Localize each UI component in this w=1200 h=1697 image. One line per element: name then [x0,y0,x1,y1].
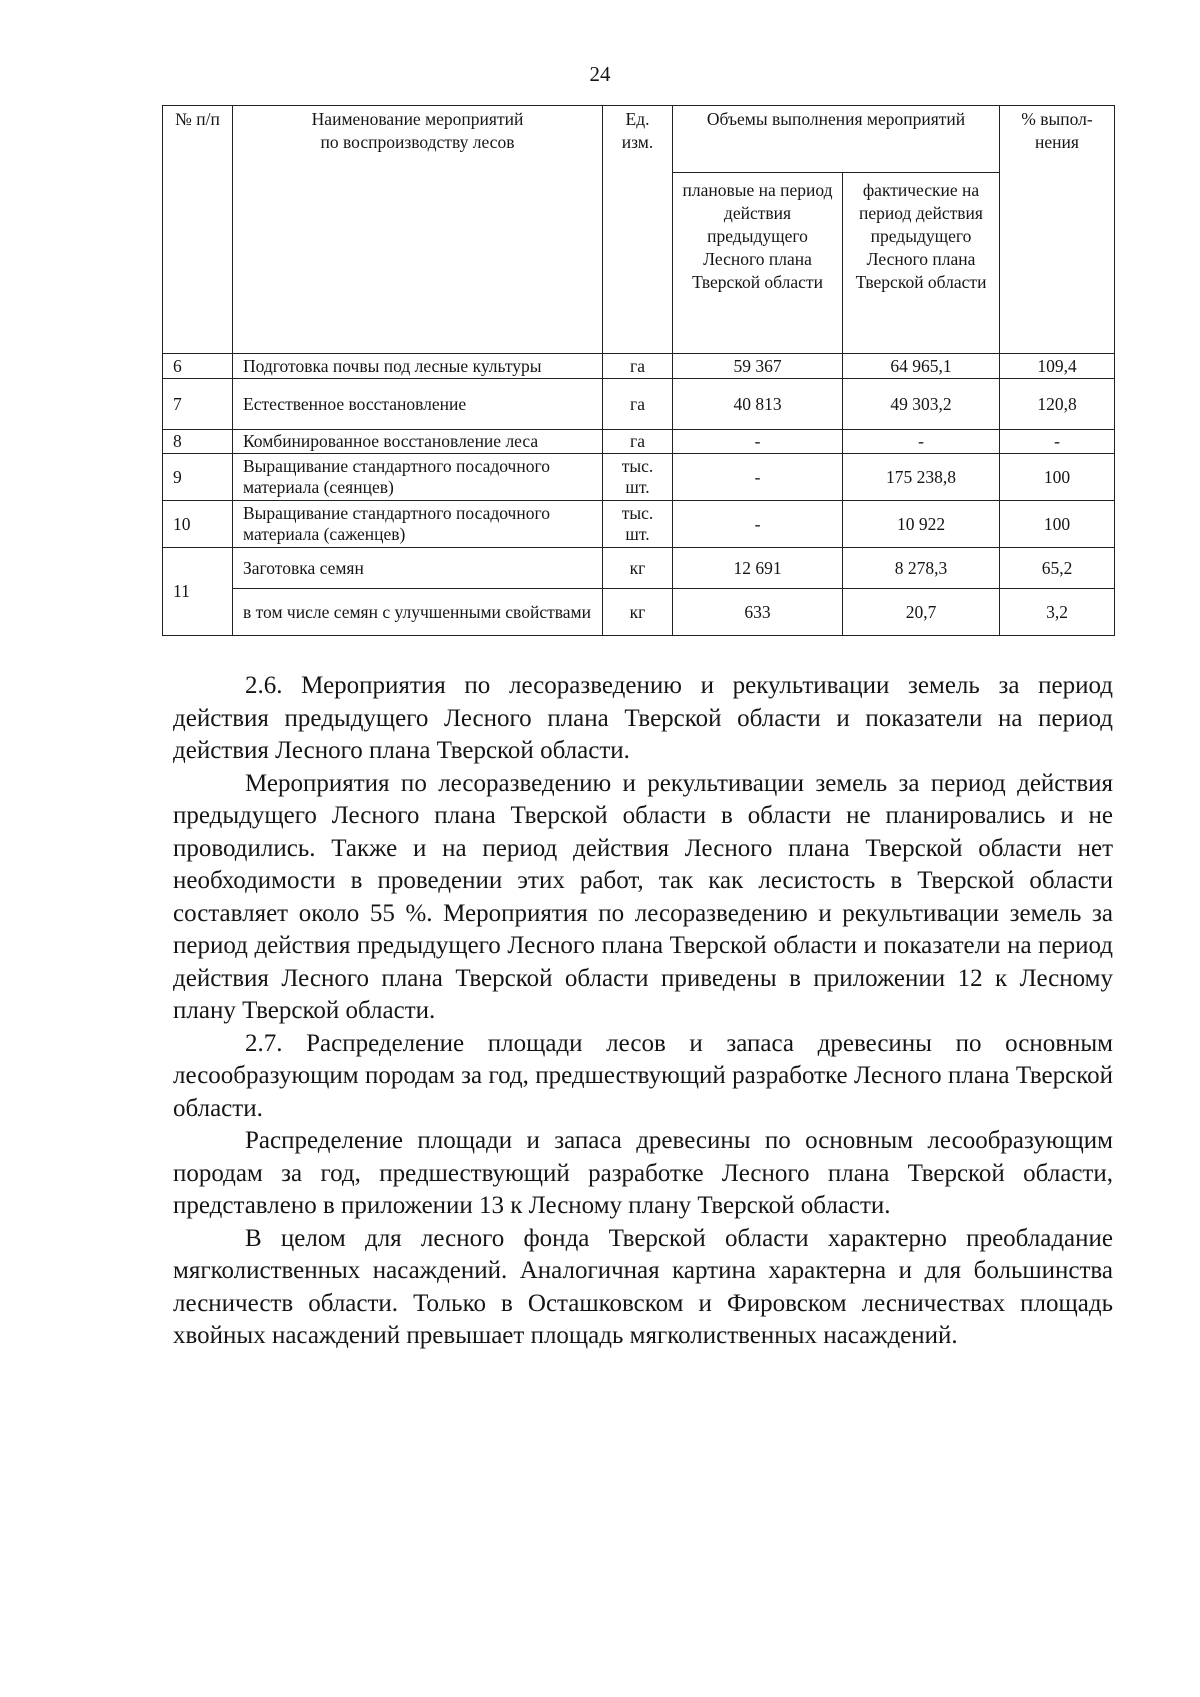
row-name: Комбинированное восстановление леса [233,430,603,454]
row-pct: 120,8 [1000,379,1115,430]
row-pct: 65,2 [1000,548,1115,589]
row-name: Заготовка семян [233,548,603,589]
row-fact: 8 278,3 [843,548,1000,589]
reforestation-table [162,105,1115,636]
row-plan: 12 691 [673,548,843,589]
row-name: Выращивание стандартного посадочного материала (саженцев) [233,501,603,548]
row-fact: 20,7 [843,589,1000,636]
table-body [163,354,1115,636]
header-unit-line2: изм. [621,132,654,152]
section-2-7-heading: 2.7. Распределение площади лесов и запаса древесины по основным лесообразующим породам за год, предшествующий разработке Лесного плана Тверской области. [173,1029,1113,1122]
row-plan: - [673,454,843,501]
row-fact: 64 965,1 [843,354,1000,379]
table-row [163,379,1115,430]
page-number: 24 [589,62,611,86]
header-unit [603,106,673,354]
row-unit: га [603,430,673,454]
row-unit: тыс. шт. [603,501,673,548]
table-row [163,589,1115,636]
header-planned: плановые на период действия предыдущего Лесного плана Тверской области [673,173,843,354]
row-name: Выращивание стандартного посадочного материала (сеянцев) [233,454,603,501]
table-header [163,106,1115,354]
row-num: 8 [163,430,233,454]
row-unit: тыс. шт. [603,454,673,501]
header-name-line2: по воспроизводству лесов [320,132,515,152]
row-fact: 175 238,8 [843,454,1000,501]
row-pct: 100 [1000,501,1115,548]
table-row [163,501,1115,548]
row-name: Подготовка почвы под лесные культуры [233,354,603,379]
paragraph-afforestation: Мероприятия по лесоразведению и рекультивации земель за период действия предыдущего Лесного плана Тверской области в области не планировались и не проводились. Также и на период действия Лесного плана Тверской области нет необходимости в проведении этих работ, так как лесистость в Тверской области составляет около 55 %. Мероприятия по лесоразведению и рекультивации земель за период действия предыдущего Лесного плана Тверской области и показатели на период действия Лесного плана Тверской области приведены в приложении 12 к Лесному плану Тверской области. [173,769,1113,1024]
header-name-line1: Наименование мероприятий [311,109,524,129]
row-plan: - [673,430,843,454]
row-num: 10 [163,501,233,548]
header-volumes: Объемы выполнения мероприятий [673,106,1000,173]
paragraph-softwood: В целом для лесного фонда Тверской области характерно преобладание мягколиственных насаждений. Аналогичная картина характерна и для большинства лесничеств области. Только в Осташковском и Фировском лесничествах площадь хвойных насаждений превышает площадь мягколиственных насаждений. [173,1224,1113,1349]
row-plan: - [673,501,843,548]
section-2-6-heading: 2.6. Мероприятия по лесоразведению и рекультивации земель за период действия предыдущего Лесного плана Тверской области и показатели на период действия Лесного плана Тверской области. [173,672,1113,764]
table-row [163,548,1115,589]
row-unit: кг [603,548,673,589]
row-pct: 3,2 [1000,589,1115,636]
row-num: 7 [163,379,233,430]
row-plan: 40 813 [673,379,843,430]
header-actual: фактические на период действия предыдущего Лесного плана Тверской области [843,173,1000,354]
row-num: 11 [163,548,233,636]
row-name: Естественное восстановление [233,379,603,430]
header-unit-line1: Ед. [625,109,650,129]
body-text [173,670,1113,1353]
header-percent: % выпол- нения [1000,106,1115,354]
table-row [163,354,1115,379]
table-row [163,454,1115,501]
header-num: № п/п [163,106,233,354]
row-pct: 109,4 [1000,354,1115,379]
header-name [233,106,603,354]
paragraph-distribution: Распределение площади и запаса древесины по основным лесообразующим породам за год, предшествующий разработке Лесного плана Тверской области, представлено в приложении 13 к Лесному плану Тверской области. [173,1127,1113,1219]
row-pct: 100 [1000,454,1115,501]
row-fact: 49 303,2 [843,379,1000,430]
row-fact: - [843,430,1000,454]
row-pct: - [1000,430,1115,454]
row-unit: га [603,354,673,379]
row-unit: кг [603,589,673,636]
row-num: 6 [163,354,233,379]
row-unit: га [603,379,673,430]
table-row [163,430,1115,454]
row-fact: 10 922 [843,501,1000,548]
row-plan: 59 367 [673,354,843,379]
row-plan: 633 [673,589,843,636]
row-num: 9 [163,454,233,501]
row-name: в том числе семян с улучшенными свойствами [233,589,603,636]
